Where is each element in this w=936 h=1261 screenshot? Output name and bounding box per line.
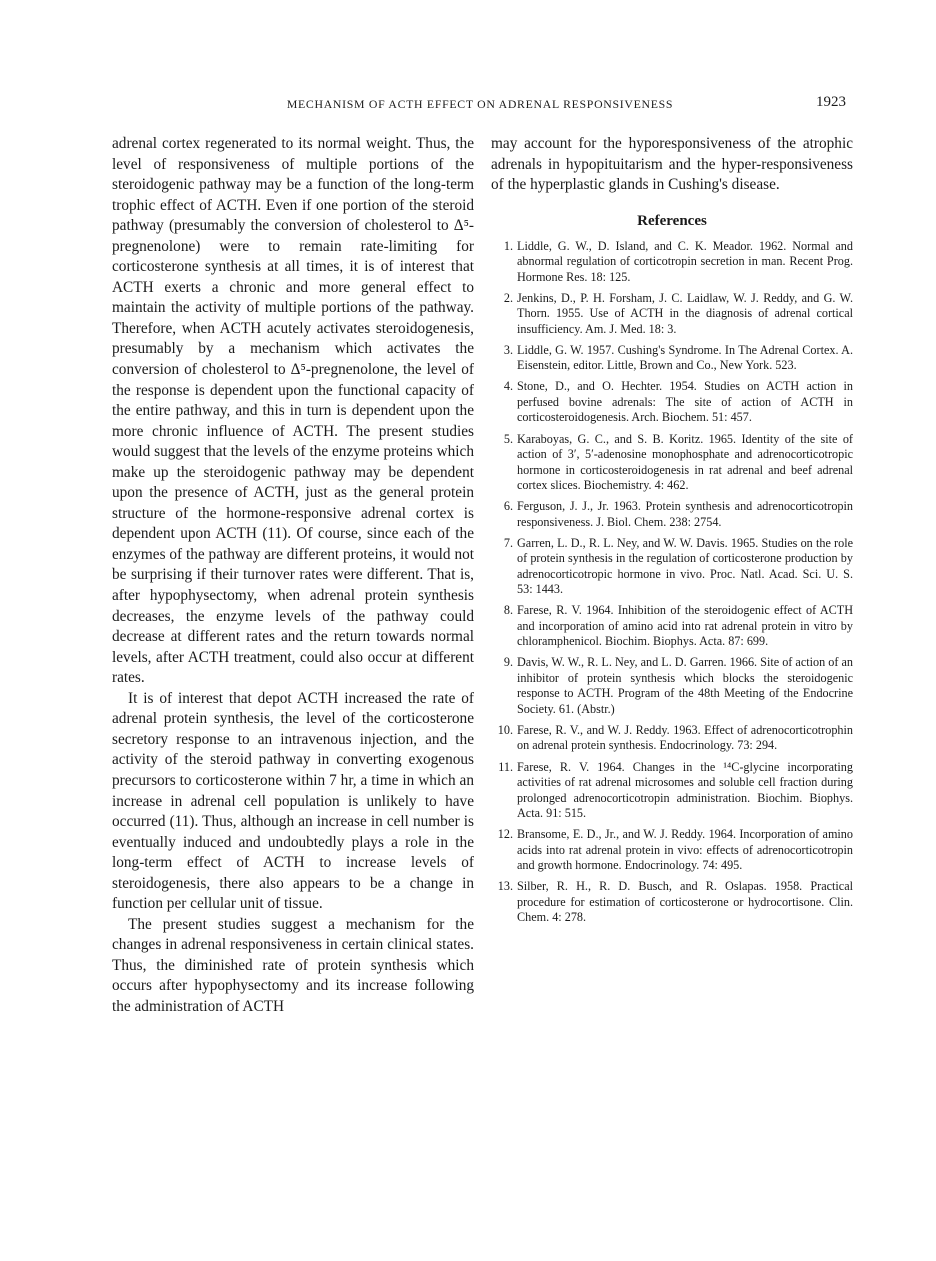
- reference-number: 3.: [503, 342, 513, 357]
- right-column: [491, 134, 853, 931]
- reference-text: Garren, L. D., R. L. Ney, and W. W. Davis. 1965. Studies on the role of protein synthesis in the regulation of corticosterone production by adrenocorticotropic hormone in vivo. Proc. Natl. Acad. Sci. U. S. 53: 1443.: [517, 535, 853, 597]
- references-list: [491, 239, 853, 926]
- reference-text: Stone, D., and O. Hechter. 1954. Studies on ACTH action in perfused bovine adrenals: The site of action of ACTH in corticosteroidogenesis. Arch. Biochem. 51: 457.: [517, 379, 853, 425]
- reference-number: 2.: [503, 290, 513, 305]
- reference-text: Karaboyas, G. C., and S. B. Koritz. 1965. Identity of the site of action of 3′, 5′-adenosine monophosphate and adrenocorticotropic hormone in corticosteroidogenesis in rat adrenal and beef adrenal cortex slices. Biochemistry. 4: 462.: [517, 431, 853, 493]
- reference-number: 11.: [498, 759, 513, 774]
- reference-text: Silber, R. H., R. D. Busch, and R. Oslapas. 1958. Practical procedure for estimation of corticosterone or hydrocortisone. Clin. Chem. 4: 278.: [517, 879, 853, 925]
- reference-number: 12.: [497, 827, 513, 842]
- reference-text: Ferguson, J. J., Jr. 1963. Protein synthesis and adrenocorticotropin responsiveness. J. Biol. Chem. 238: 2754.: [517, 499, 853, 529]
- reference-item: [491, 723, 853, 754]
- running-title: MECHANISM OF ACTH EFFECT ON ADRENAL RESPONSIVENESS: [286, 97, 674, 111]
- reference-number: 10.: [497, 722, 513, 737]
- body-paragraph: adrenal cortex regenerated to its normal weight. Thus, the level of responsiveness of multiple portions of the steroidogenic pathway may be a function of the long-term trophic effect of ACTH. Even if one portion of the steroid pathway (presumably the conversion of cholesterol to Δ⁵-pregnenolone) were to remain rate-limiting for corticosterone synthesis at all times, it is of interest that ACTH exerts a chronic and more general effect to maintain the activity of multiple portions of the pathway. Therefore, when ACTH acutely activates steroidogenesis, presumably by a mechanism which activates the conversion of cholesterol to Δ⁵-pregnenolone, the level of the response is dependent upon the functional capacity of the entire pathway, and this in turn is dependent upon the more chronic influence of ACTH. The present studies would suggest that the levels of the enzyme proteins which make up the steroidogenic pathway may be dependent upon the presence of ACTH, just as the general protein structure of the hormone-responsive adrenal cortex is dependent upon ACTH (11). Of course, since each of the enzymes of the pathway are different proteins, it would not be surprising if their turnover rates were different. That is, after hypophysectomy, when adrenal protein synthesis decreases, the enzyme levels of the pathway could decrease at different rates and the return towards normal levels, after ACTH treatment, could also occur at different rates.: [112, 135, 474, 687]
- reference-item: [491, 760, 853, 822]
- reference-text: Bransome, E. D., Jr., and W. J. Reddy. 1964. Incorporation of amino acids into rat adrenal protein in vivo: effects of adrenocorticotropin and growth hormone. Endocrinology. 74: 495.: [517, 827, 853, 873]
- reference-text: Farese, R. V. 1964. Changes in the ¹⁴C-glycine incorporating activities of rat adrenal microsomes and soluble cell fraction during prolonged adrenocorticotropin administration. Biochim. Biophys. Acta. 91: 515.: [517, 759, 853, 821]
- reference-number: 7.: [503, 535, 513, 550]
- reference-text: Liddle, G. W. 1957. Cushing's Syndrome. In The Adrenal Cortex. A. Eisenstein, editor. Little, Brown and Co., New York. 523.: [517, 342, 853, 373]
- reference-text: Jenkins, D., P. H. Forsham, J. C. Laidlaw, W. J. Reddy, and G. W. Thorn. 1955. Use of ACTH in the diagnosis of adrenal cortical insufficiency. Am. J. Med. 18: 3.: [517, 290, 853, 336]
- body-paragraph-continuation: may account for the hyporesponsiveness of the atrophic adrenals in hypopituitarism and the hyper-responsiveness of the hyperplastic glands in Cushing's disease.: [491, 135, 853, 194]
- reference-item: [491, 432, 853, 494]
- reference-number: 1.: [503, 238, 513, 253]
- body-paragraph: The present studies suggest a mechanism for the changes in adrenal responsiveness in certain clinical states. Thus, the diminished rate of protein synthesis which occurs after hypophysectomy and its increase following the administration of ACTH: [112, 915, 474, 1015]
- reference-text: Farese, R. V., and W. J. Reddy. 1963. Effect of adrenocorticotrophin on adrenal protein synthesis. Endocrinology. 73: 294.: [517, 722, 853, 753]
- reference-item: [491, 379, 853, 426]
- references-heading: References: [637, 212, 707, 229]
- reference-number: 4.: [503, 379, 513, 394]
- reference-text: Farese, R. V. 1964. Inhibition of the steroidogenic effect of ACTH and incorporation of amino acid into rat adrenal protein in vitro by chloramphenicol. Biochim. Biophys. Acta. 87: 699.: [517, 603, 853, 649]
- reference-item: [491, 239, 853, 286]
- reference-item: [491, 655, 853, 717]
- reference-item: [491, 827, 853, 874]
- left-column: [112, 134, 474, 1018]
- body-paragraph: It is of interest that depot ACTH increased the rate of adrenal protein synthesis, the level of the corticosterone secretory response to an intravenous injection, and the activity of the steroid pathway in converting exogenous precursors to corticosterone within 7 hr, a time in which an increase in adrenal cell population is unlikely to have occurred (11). Thus, although an increase in cell number is eventually induced and undoubtedly plays a role in the long-term effect of ACTH to increase levels of steroidogenesis, there also appears to be a change in function per cellular unit of tissue.: [112, 689, 474, 913]
- reference-item: [491, 603, 853, 650]
- reference-item: [491, 879, 853, 926]
- reference-item: [491, 343, 853, 374]
- reference-item: [491, 536, 853, 598]
- reference-text: Davis, W. W., R. L. Ney, and L. D. Garren. 1966. Site of action of an inhibitor of protein synthesis which blocks the steroidogenic response to ACTH. Program of the 48th Meeting of the Endocrine Society. 61. (Abstr.): [517, 655, 853, 716]
- reference-text: Liddle, G. W., D. Island, and C. K. Meador. 1962. Normal and abnormal regulation of corticotropin secretion in man. Recent Prog. Hormone Res. 18: 125.: [517, 238, 853, 284]
- reference-number: 5.: [503, 431, 513, 446]
- page-number: 1923: [816, 94, 846, 110]
- reference-item: [491, 499, 853, 530]
- reference-item: [491, 291, 853, 338]
- reference-number: 9.: [503, 655, 513, 670]
- reference-number: 8.: [503, 603, 513, 618]
- reference-number: 13.: [497, 879, 513, 894]
- reference-number: 6.: [503, 499, 513, 514]
